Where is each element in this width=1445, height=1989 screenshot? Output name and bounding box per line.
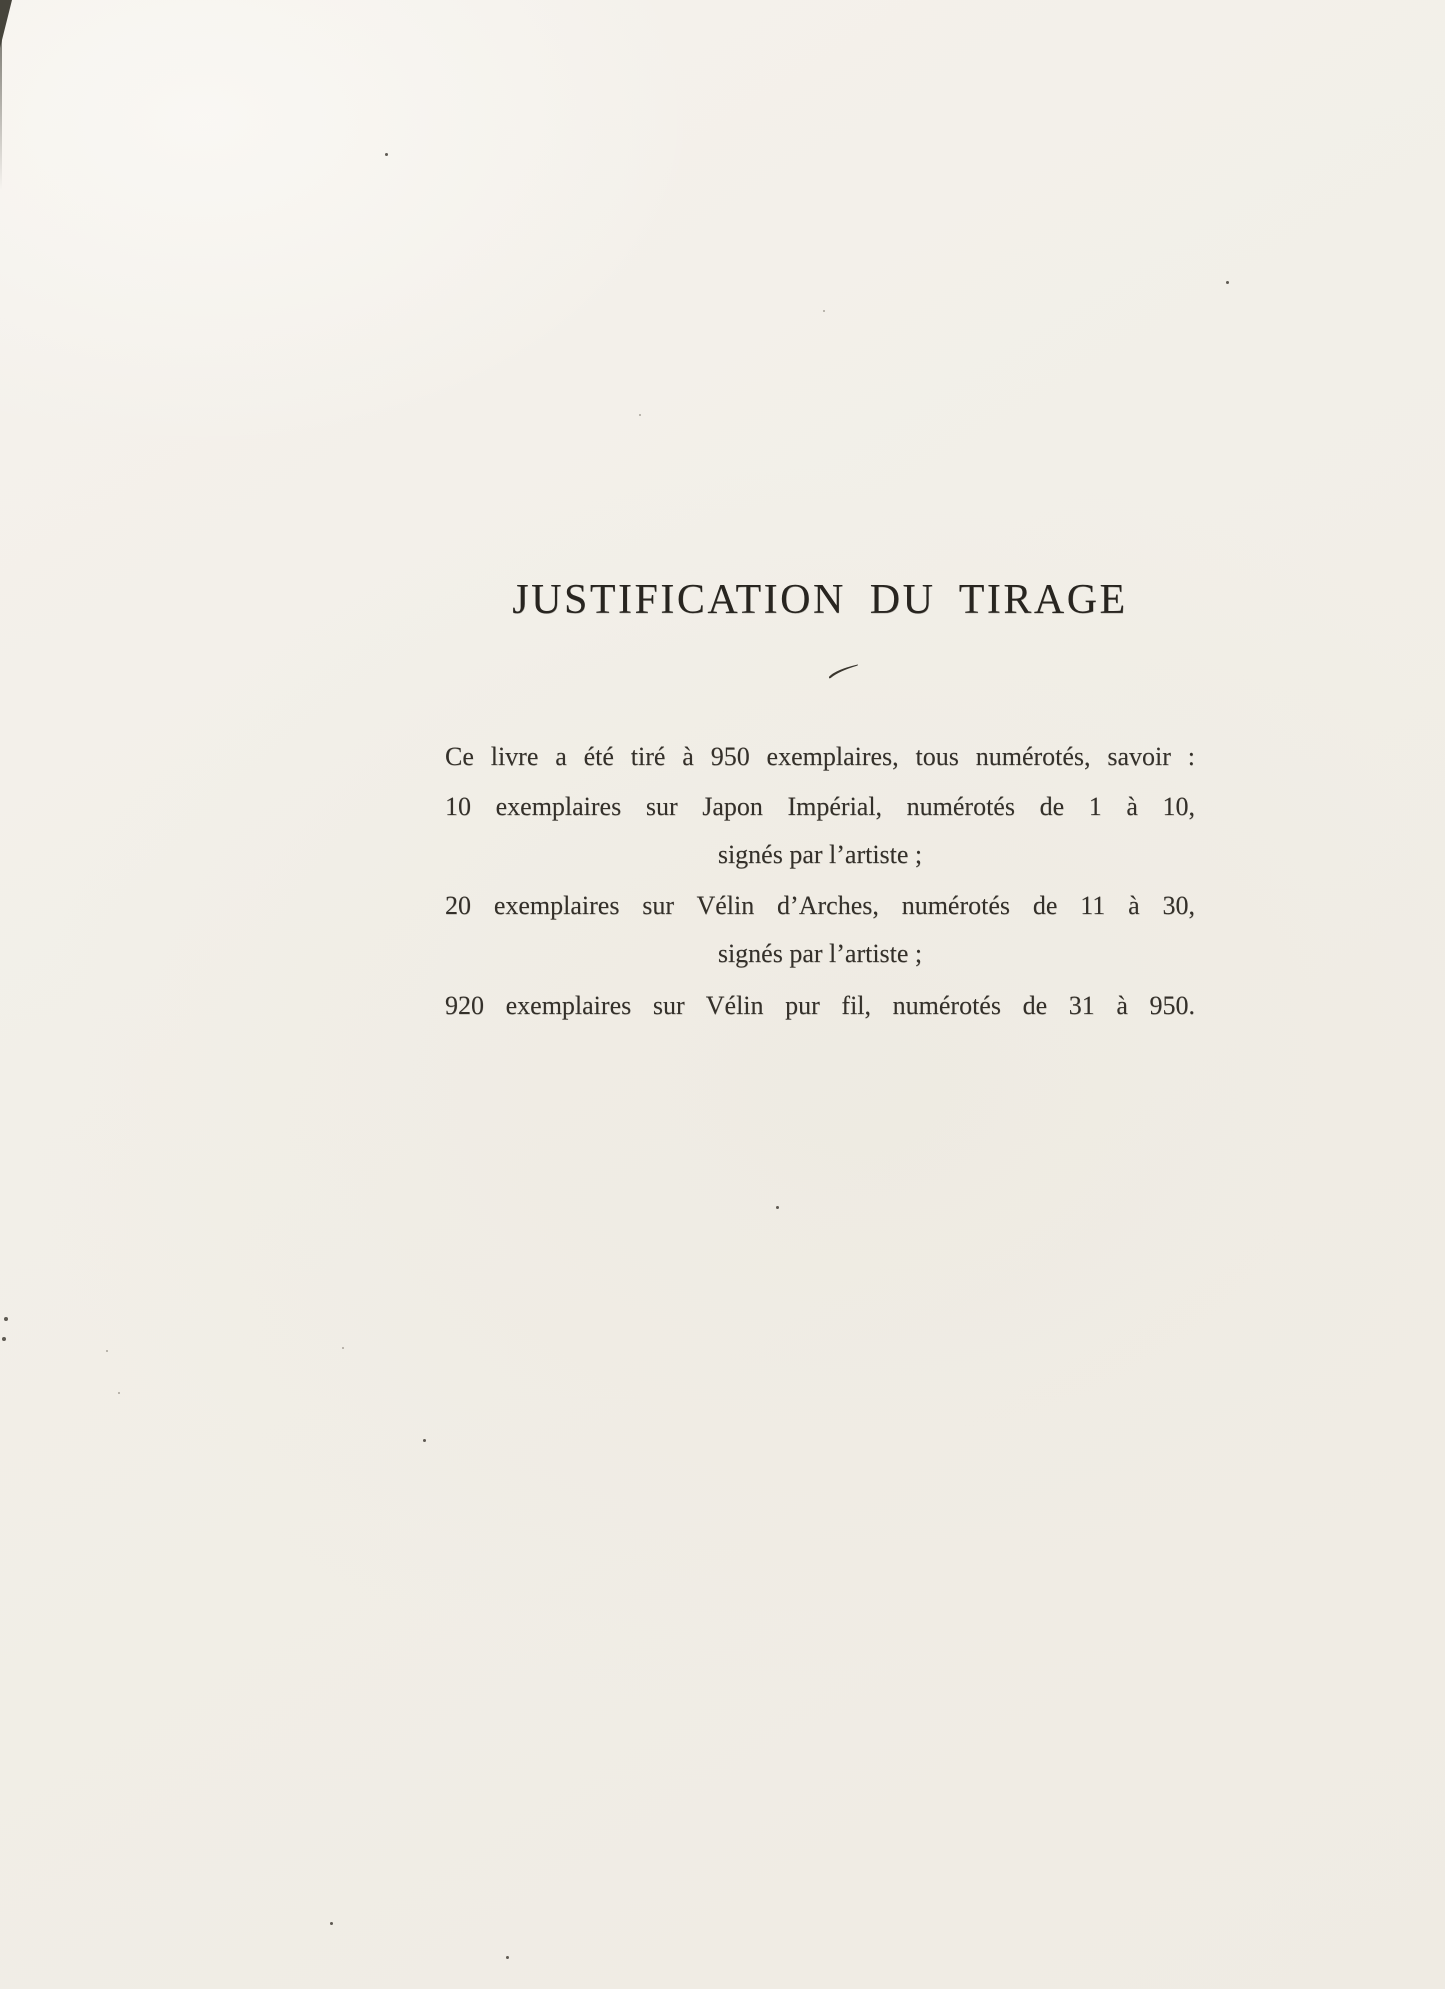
paper-speck (823, 310, 825, 312)
paper-speck (423, 1439, 426, 1442)
colophon-line: Ce livre a été tiré à 950 exemplaires, tous numérotés, savoir : (445, 742, 1195, 771)
paper-speck (342, 1347, 344, 1349)
page-corner-shadow (0, 0, 14, 50)
paper-speck (639, 414, 641, 416)
paper-speck (118, 1392, 120, 1394)
colophon-line: 920 exemplaires sur Vélin pur fil, numérotés de 31 à 950. (445, 991, 1195, 1020)
paper-speck (776, 1206, 779, 1209)
paper-speck (4, 1317, 8, 1321)
paper-speck (2, 1337, 6, 1341)
paper-speck (385, 153, 388, 156)
paper-speck (106, 1350, 108, 1352)
colophon-line: signés par l’artiste ; (717, 939, 923, 968)
page-edge-shade (0, 0, 2, 190)
colophon-line: signés par l’artiste ; (717, 840, 923, 869)
colophon-line: 10 exemplaires sur Japon Impérial, numérotés de 1 à 10, (445, 792, 1195, 821)
paper-speck (330, 1922, 333, 1925)
paper-speck (1226, 281, 1229, 284)
colophon-line: 20 exemplaires sur Vélin d’Arches, numérotés de 11 à 30, (445, 891, 1195, 920)
tilde-flourish-icon (826, 662, 862, 681)
paper-speck (506, 1956, 509, 1959)
page-title: JUSTIFICATION DU TIRAGE (512, 577, 1128, 623)
